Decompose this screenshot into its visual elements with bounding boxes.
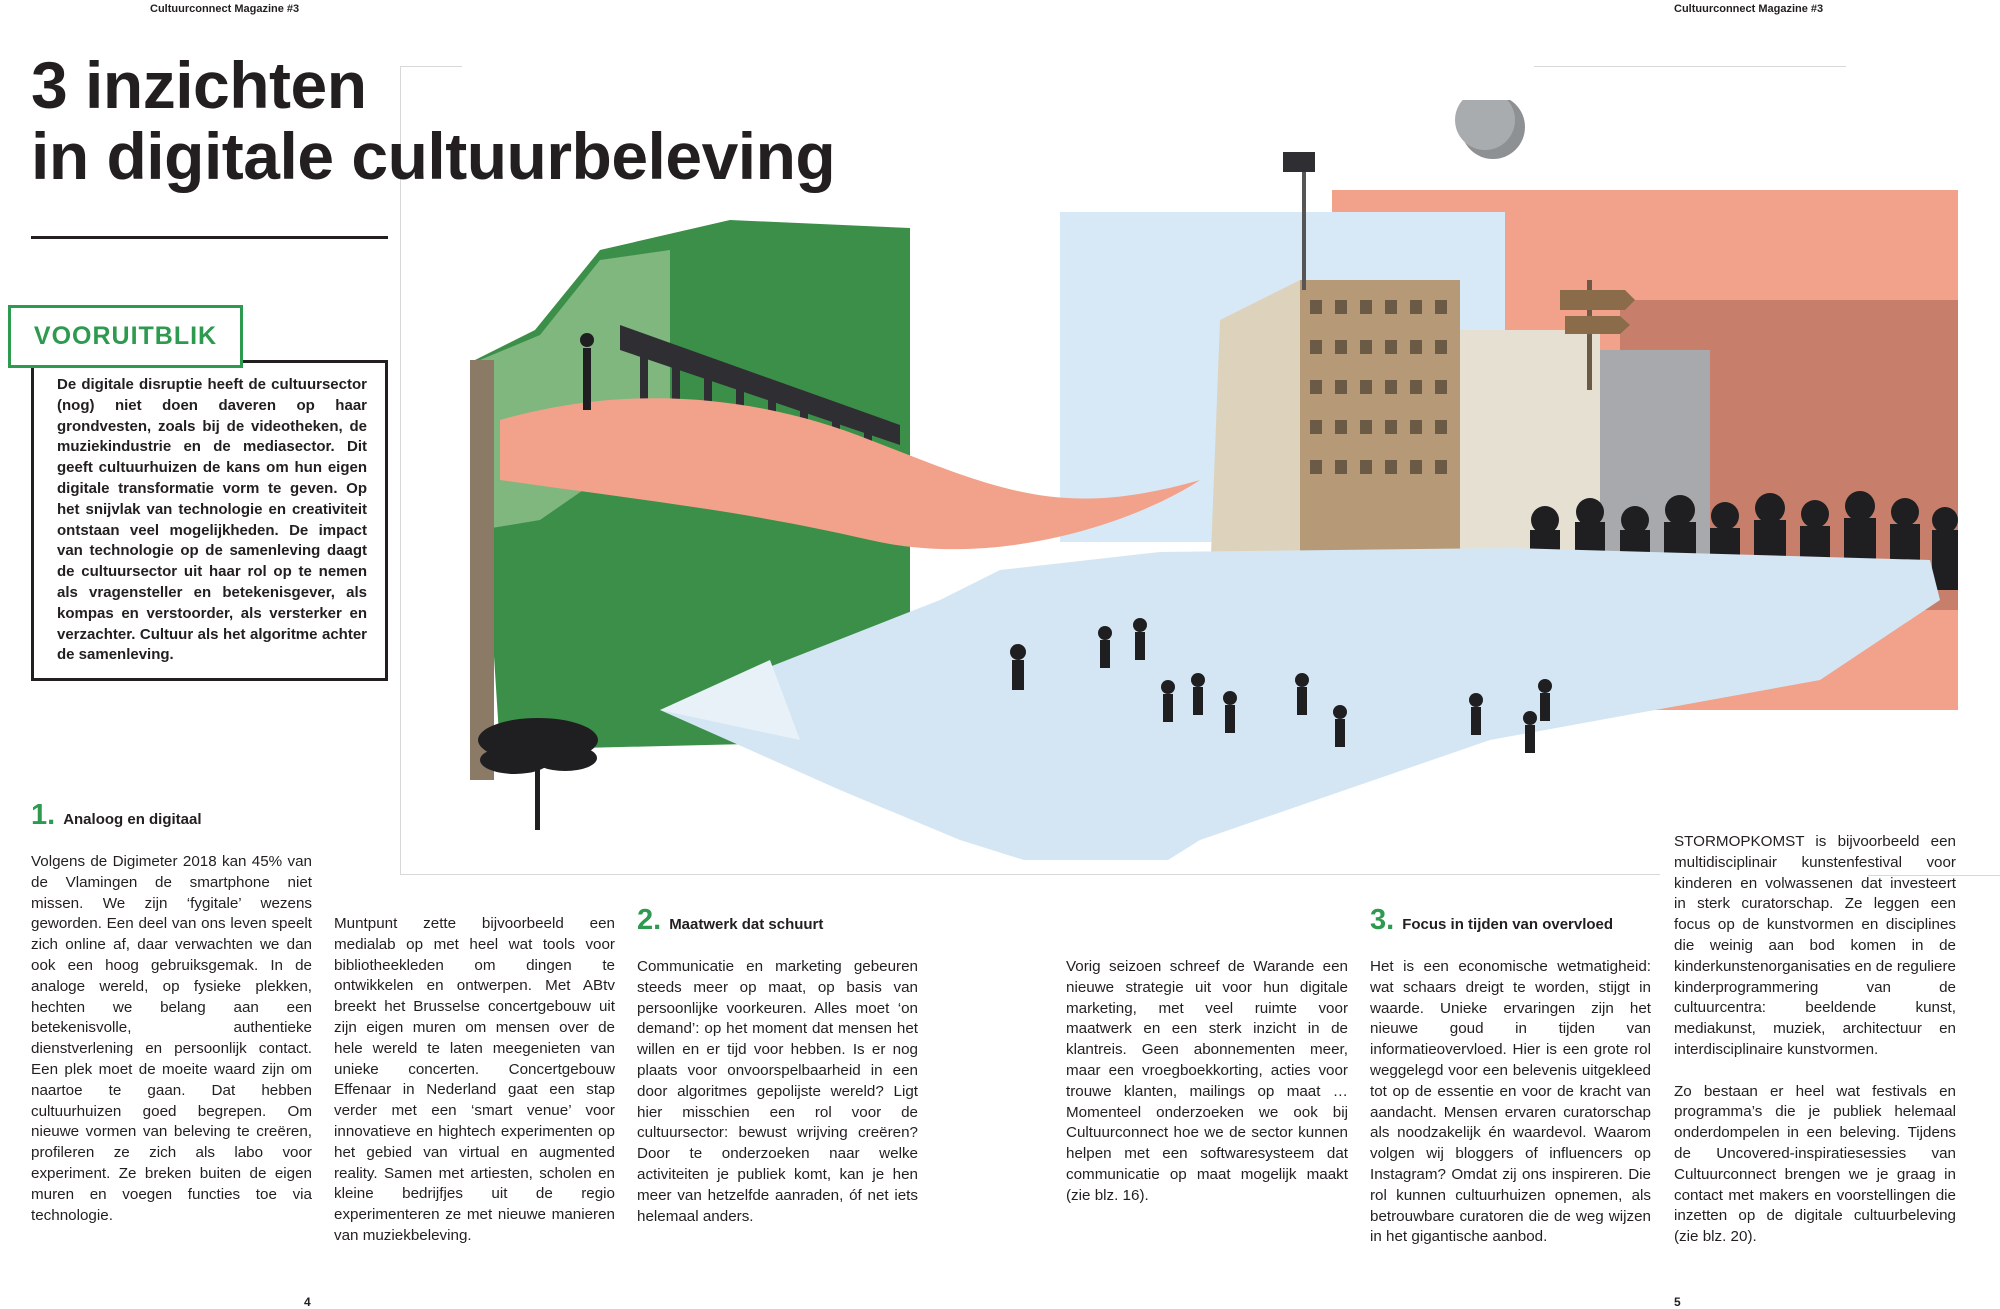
vooruitblik-tag: VOORUITBLIK: [8, 305, 243, 368]
guide-rule-bottom: [400, 874, 1660, 875]
running-head-left: Cultuurconnect Magazine #3: [150, 3, 300, 15]
guide-rule-top-right: [1534, 66, 1846, 67]
title-line-2: in digitale cultuurbeleving: [31, 119, 836, 193]
section-1-paragraph-1: Volgens de Digimeter 2018 kan 45% van de Vlamingen de smartphone niet missen. We zijn ‘fygitale’ wezens geworden. Een deel van ons leven speelt zich online af, daar verwachten we dan ook een hoog gebruiksgemak. In de analoge wereld, op fysieke plekken, hechten we belang aan een betekenisvolle, authentieke dienstverlening en persoonlijk contact. Een plek moet de moeite waard zijn om naartoe te gaan. Dat hebben cultuurhuizen goed begrepen. Om nieuwe vormen van beleving te creëren, profileren ze zich als labo voor experiment. Ze breken buiten de eigen muren en voegen functies toe via technologie.: [31, 853, 312, 1224]
section-3-column-2: [1674, 832, 1956, 1269]
page-number-right: 5: [1674, 1295, 1681, 1309]
section-3-paragraph-2: STORMOPKOMST is bijvoorbeeld een multidisciplinair kunstenfestival voor kinderen en volwassenen dat investeert in sterk curatorschap. Ze leggen een focus op de kunstvormen en disciplines die weinig aan bod komen in de kinderkunstenorganisaties en de reguliere kinderprogrammering van de cultuurcentra: beeldende kunst, mediakunst, muziek, architectuur en interdisciplinaire kunstvormen.: [1674, 833, 1956, 1058]
collage-illustration: [440, 100, 2000, 860]
section-2-column-1: [637, 957, 918, 1248]
section-3-paragraph-1: Het is een economische wetmatigheid: wat schaars dreigt te worden, stijgt in waarde. Unieke ervaringen zijn het nieuwe goud in tijden van informatieovervloed. Hier is een grote rol weggelegd voor een belevenis uitgekleed tot op de essentie en voor de kracht van aandacht. Mensen ervaren curatorschap als noodzakelijk én waardevol. Waarom volgen wij bloggers of influencers op Instagram? Omdat zij ons inspireren. Die rol kunnen cultuurhuizen opnemen, als betrouwbare curatoren die de weg wijzen in het gigantische aanbod.: [1370, 958, 1651, 1246]
section-2-heading: [637, 904, 823, 937]
section-1-heading: [31, 799, 202, 832]
section-3-paragraph-3: Zo bestaan er heel wat festivals en programma’s die je publiek helemaal onderdompelen in een beleving. Tijdens de Uncovered-inspiratiesessies van Cultuurconnect brengen we je graag in contact met makers en voorstellingen die inzetten op de digitale cultuurbeleving (zie blz. 20).: [1674, 1082, 1956, 1246]
section-1-column-2: [334, 914, 615, 1268]
section-2-column-2: [1066, 957, 1348, 1227]
section-2-title: Maatwerk dat schuurt: [669, 916, 824, 933]
title-rule: [31, 236, 388, 239]
section-2-number: 2.: [637, 904, 662, 936]
section-1-column-1: [31, 852, 312, 1247]
section-1-paragraph-2: Muntpunt zette bijvoorbeeld een medialab op met heel wat tools voor bibliotheekleden om dingen te ontwikkelen en ontwerpen. Met ABtv breekt het Brusselse concertgebouw uit zijn eigen muren om mensen over de hele wereld te laten meegenieten van unieke concerten. Concertgebouw Effenaar in Nederland gaat een stap verder met een ‘smart venue’ voor innovatieve en hightech experimenten op het gebied van virtual en augmented reality. Samen met artiesten, scholen en kleine bedrijfjes uit de regio experimenteren ze met nieuwe manieren van muziekbeleving.: [334, 915, 615, 1244]
page-title: [31, 50, 835, 192]
section-2-paragraph-1: Communicatie en marketing gebeuren steeds meer op maat, op basis van persoonlijke voorkeuren. Alles moet ‘on demand’: op het moment dat mensen het willen en er tijd voor hebben. Is er nog plaats voor onvoorspelbaarheid in een door algoritmes gepolijste wereld? Ligt hier misschien een rol voor de cultuursector: bewust wrijving creëren? Door te onderzoeken naar welke activiteiten je publiek komt, kan je hen meer van hetzelfde aanraden, óf net iets helemaal anders.: [637, 958, 918, 1225]
title-line-1: 3 inzichten: [31, 48, 367, 122]
section-3-column-1: [1370, 957, 1651, 1269]
section-2-paragraph-2: Vorig seizoen schreef de Warande een nieuwe strategie uit voor hun digitale marketing, met veel ruimte voor maatwerk en een sterk inzicht in de klantreis. Geen abonnementen meer, maar een vroegboekkorting, acties voor trouwe klanten, mailings op maat … Momenteel onderzoeken we ook bij Cultuurconnect hoe we de sector kunnen helpen met een softwaresysteem dat communicatie op maat mogelijk maakt (zie blz. 16).: [1066, 958, 1348, 1204]
intro-box: [31, 360, 388, 681]
section-3-title: Focus in tijden van overvloed: [1402, 916, 1614, 933]
section-1-title: Analoog en digitaal: [63, 811, 202, 828]
running-head-right: Cultuurconnect Magazine #3: [1674, 3, 1824, 15]
section-3-number: 3.: [1370, 904, 1395, 936]
section-3-heading: [1370, 904, 1613, 937]
intro-text: De digitale disruptie heeft de cultuursector (nog) niet doen daveren op haar grondvesten, zoals bij de videotheken, de muziekindustrie en de mediasector. Dit geeft cultuurhuizen de kans om hun eigen digitale transformatie vorm te geven. Op het snijvlak van technologie en creativiteit ontstaan veel mogelijkheden. De impact van technologie op de samenleving daagt de cultuursector uit haar rol op te nemen als vragensteller en betekenisgever, als kompas en verstoorder, als versterker en verzachter. Cultuur als het algoritme achter de samenleving.: [57, 376, 367, 664]
page-number-left: 4: [304, 1295, 311, 1309]
section-1-number: 1.: [31, 799, 56, 831]
